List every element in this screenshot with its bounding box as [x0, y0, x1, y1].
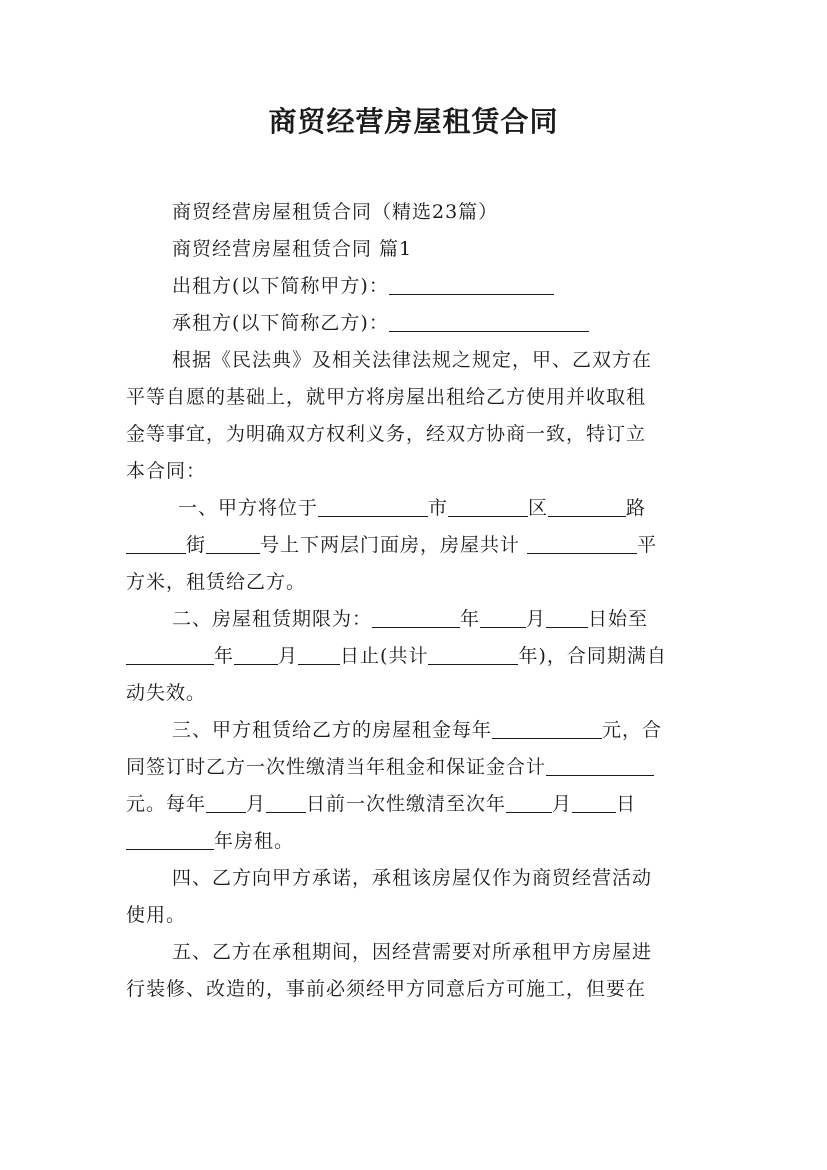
clause-text: 一、甲方将位于: [178, 497, 319, 519]
clause-text: 日始至: [588, 608, 649, 630]
clause-text: 号上下两层门面房，房屋共计: [260, 534, 521, 556]
clause-text: 元。每年: [126, 793, 207, 815]
clause-4: [126, 860, 701, 934]
clause-1-line: [126, 490, 701, 527]
clause-text: 月: [526, 608, 547, 630]
payment-month-blank: [206, 790, 246, 813]
area-blank: [527, 531, 637, 554]
clause-text: 路: [626, 497, 647, 519]
document-title: 商贸经营房屋租赁合同: [268, 105, 559, 138]
lessor-label: 出租方(以下简称甲方)：: [172, 275, 389, 297]
start-month-blank: [480, 605, 526, 628]
clause-text: 平: [637, 534, 658, 556]
clause-text: 元，合: [602, 719, 663, 741]
rent-year-blank: [126, 827, 214, 850]
end-year-blank: [126, 642, 214, 665]
clause-text: 二、房屋租赁期限为：: [172, 608, 373, 630]
clause-text: 日: [616, 793, 637, 815]
clause-4-line: 使用。: [126, 904, 187, 926]
clause-text: 三、甲方租赁给乙方的房屋租金每年: [172, 719, 493, 741]
lessor-name-blank: [389, 272, 554, 295]
clause-text: 年: [214, 645, 235, 667]
payment-day-blank: [266, 790, 306, 813]
lessee-name-blank: [389, 309, 589, 332]
next-month-blank: [506, 790, 552, 813]
clause-text: 区: [528, 497, 549, 519]
next-day-blank: [572, 790, 616, 813]
clause-1-line: 方米，租赁给乙方。: [126, 571, 307, 593]
clause-text: 年)，合同期满自: [518, 645, 667, 667]
clause-3-line: [126, 786, 701, 823]
clause-text: 月: [278, 645, 299, 667]
section-heading: 商贸经营房屋租赁合同 篇1: [172, 238, 413, 260]
clause-2-line: [126, 601, 701, 638]
clause-text: 日前一次性缴清至次年: [306, 793, 507, 815]
clause-text: 市: [428, 497, 449, 519]
lessee-line: [126, 305, 701, 342]
clause-text: 年: [460, 608, 481, 630]
clause-text: 月: [552, 793, 573, 815]
end-month-blank: [234, 642, 278, 665]
clause-3: [126, 712, 701, 860]
start-year-blank: [372, 605, 460, 628]
district-blank: [448, 494, 528, 517]
preamble-line: 本合同：: [126, 460, 207, 482]
clause-2: [126, 601, 701, 712]
clause-3-line: [126, 712, 701, 749]
clause-text: 街: [186, 534, 207, 556]
annual-rent-blank: [492, 716, 602, 739]
clause-5: [126, 934, 701, 1008]
document-body: [126, 194, 701, 1008]
lessee-label: 承租方(以下简称乙方)：: [172, 312, 389, 334]
lessor-line: [126, 268, 701, 305]
preamble-line: 平等自愿的基础上，就甲方将房屋出租给乙方使用并收取租: [126, 386, 647, 408]
clause-text: 月: [246, 793, 267, 815]
clause-5-line: 五、乙方在承租期间，因经营需要对所承租甲方房屋进: [172, 941, 653, 963]
clause-2-line: [126, 638, 701, 675]
start-day-blank: [546, 605, 588, 628]
document-subtitle: 商贸经营房屋租赁合同（精选23篇）: [172, 201, 499, 223]
clause-2-line: 动失效。: [126, 682, 207, 704]
clause-3-line: [126, 749, 701, 786]
clause-1-line: [126, 527, 701, 564]
clause-text: 年房租。: [214, 830, 295, 852]
clause-4-line: 四、乙方向甲方承诺，承租该房屋仅作为商贸经营活动: [172, 867, 653, 889]
clause-text: 日止(共计: [340, 645, 429, 667]
clause-5-line: 行装修、改造的，事前必须经甲方同意后方可施工，但要在: [126, 978, 647, 1000]
number-blank: [206, 531, 260, 554]
clause-3-line: [126, 823, 701, 860]
total-payment-blank: [546, 753, 654, 776]
preamble-line: 根据《民法典》及相关法律法规之规定，甲、乙双方在: [172, 349, 653, 371]
clause-text: 同签订时乙方一次性缴清当年租金和保证金合计: [126, 756, 547, 778]
end-day-blank: [298, 642, 340, 665]
city-blank: [318, 494, 428, 517]
preamble-paragraph: [126, 342, 701, 490]
preamble-line: 金等事宜，为明确双方权利义务，经双方协商一致，特订立: [126, 423, 647, 445]
road-blank: [548, 494, 626, 517]
street-blank: [126, 531, 186, 554]
total-years-blank: [428, 642, 518, 665]
clause-1: [126, 490, 701, 601]
